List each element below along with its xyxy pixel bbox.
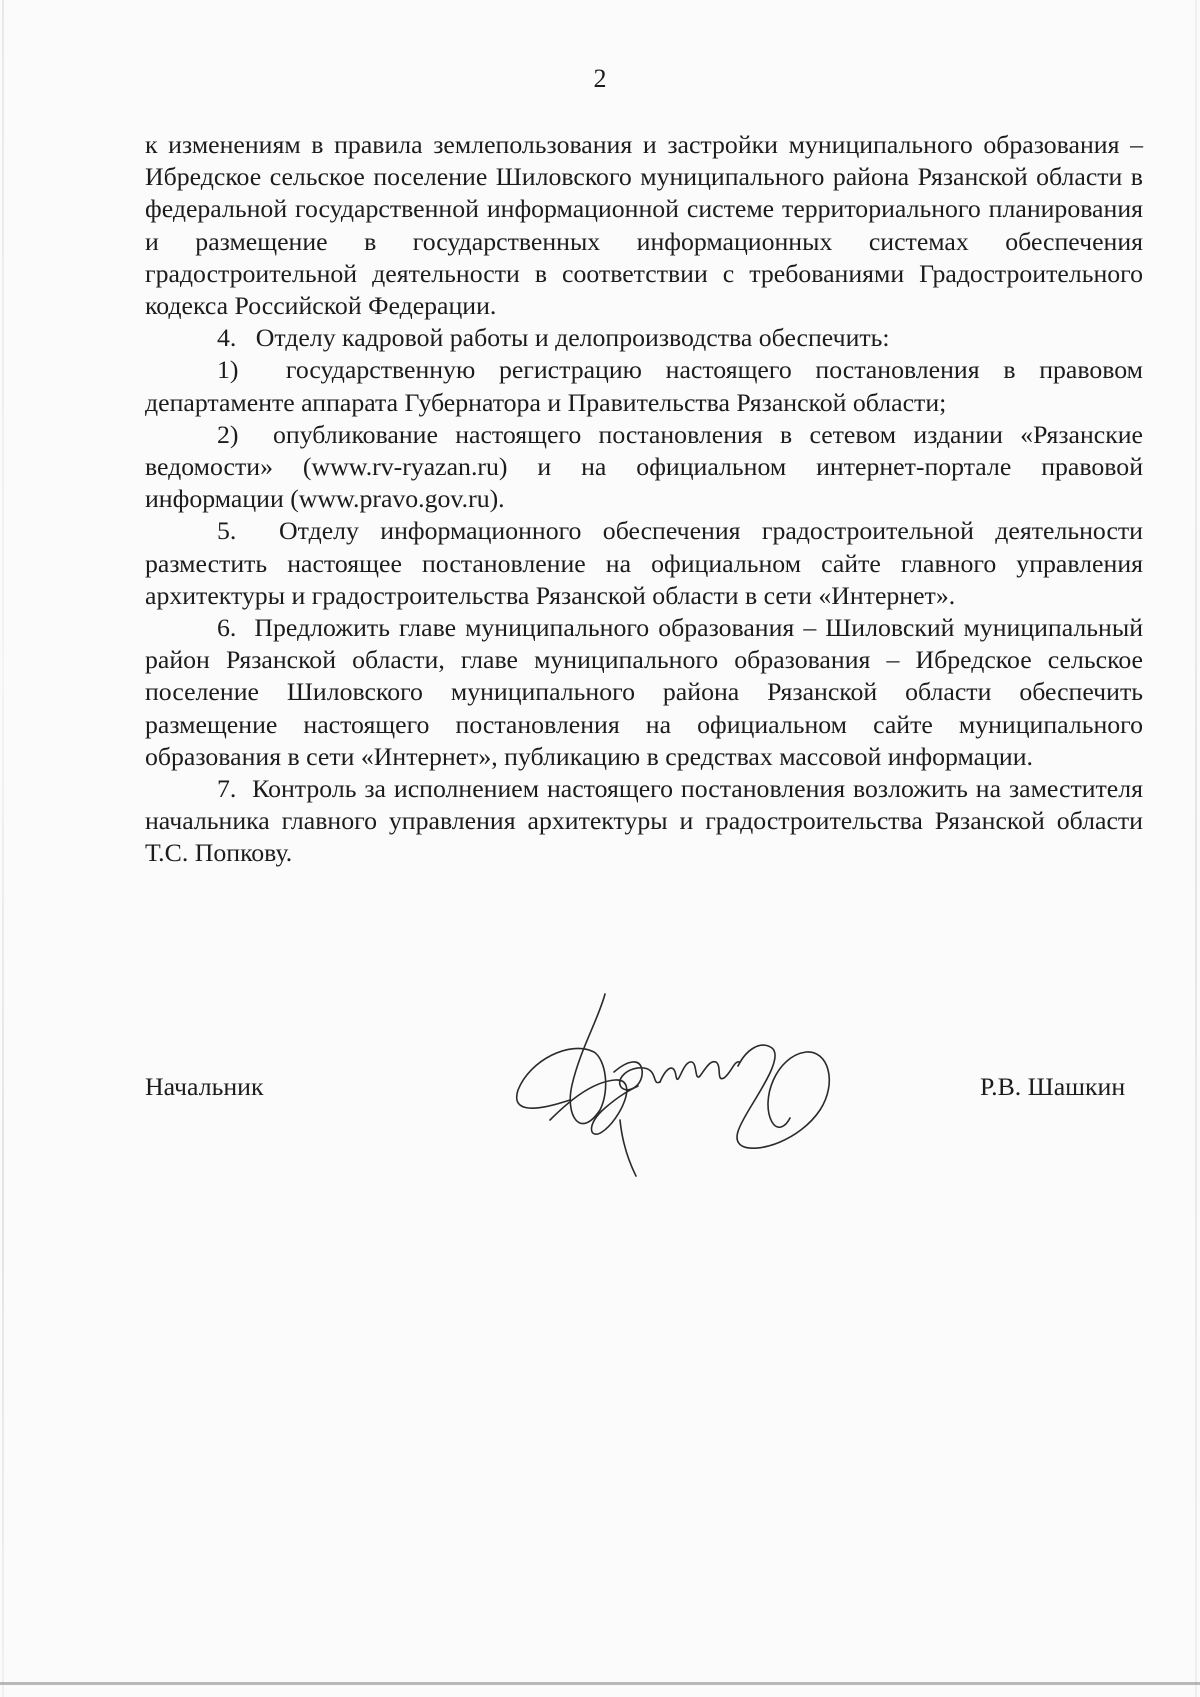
handwritten-signature [510, 990, 840, 1180]
paragraph-subitem-1: 1) государственную регистрацию настоящего постановления в правовом департаменте аппарата Губернатора и Правительства Рязанской области; [145, 355, 1143, 417]
document-body [145, 129, 1143, 870]
scan-edge-right [1195, 0, 1197, 1697]
signer-name: Р.В. Шашкин [980, 1072, 1126, 1101]
page-number: 2 [593, 64, 607, 93]
signer-title: Начальник [145, 1072, 264, 1101]
scan-edge-bottom [0, 1682, 1200, 1685]
paragraph-item-6: 6. Предложить главе муниципального образования – Шиловский муниципальный район Рязанской области, главе муниципального образования – Ибредское сельское поселение Шиловского муниципального района Рязанской области обеспечить размещение настоящего постановления на официальном сайте муниципального образования в сети «Интернет», публикацию в средствах массовой информации. [145, 613, 1143, 771]
paragraph-item-4: 4. Отделу кадровой работы и делопроизводства обеспечить: [217, 323, 890, 353]
scan-edge-left [2, 0, 4, 1697]
paragraph-continuation: к изменениям в правила землепользования и застройки муниципального образования – Ибредское сельское поселение Шиловского муниципального района Рязанской области в федеральной государственной информационной системе территориального планирования и размещение в государственных информационных системах обеспечения градостроительной деятельности в соответствии с требованиями Градостроительного кодекса Российской Федерации. [145, 130, 1143, 321]
paragraph-item-5: 5. Отделу информационного обеспечения градостроительной деятельности разместить настоящее постановление на официальном сайте главного управления архитектуры и градостроительства Рязанской области в сети «Интернет». [145, 516, 1143, 610]
paragraph-subitem-2: 2) опубликование настоящего постановления в сетевом издании «Рязанские ведомости» (www.rv-ryazan.ru) и на официальном интернет-портале правовой информации (www.pravo.gov.ru). [145, 419, 1143, 514]
paragraph-item-7: 7. Контроль за исполнением настоящего постановления возложить на заместителя начальника главного управления архитектуры и градостроительства Рязанской области Т.С. Попкову. [145, 774, 1143, 868]
